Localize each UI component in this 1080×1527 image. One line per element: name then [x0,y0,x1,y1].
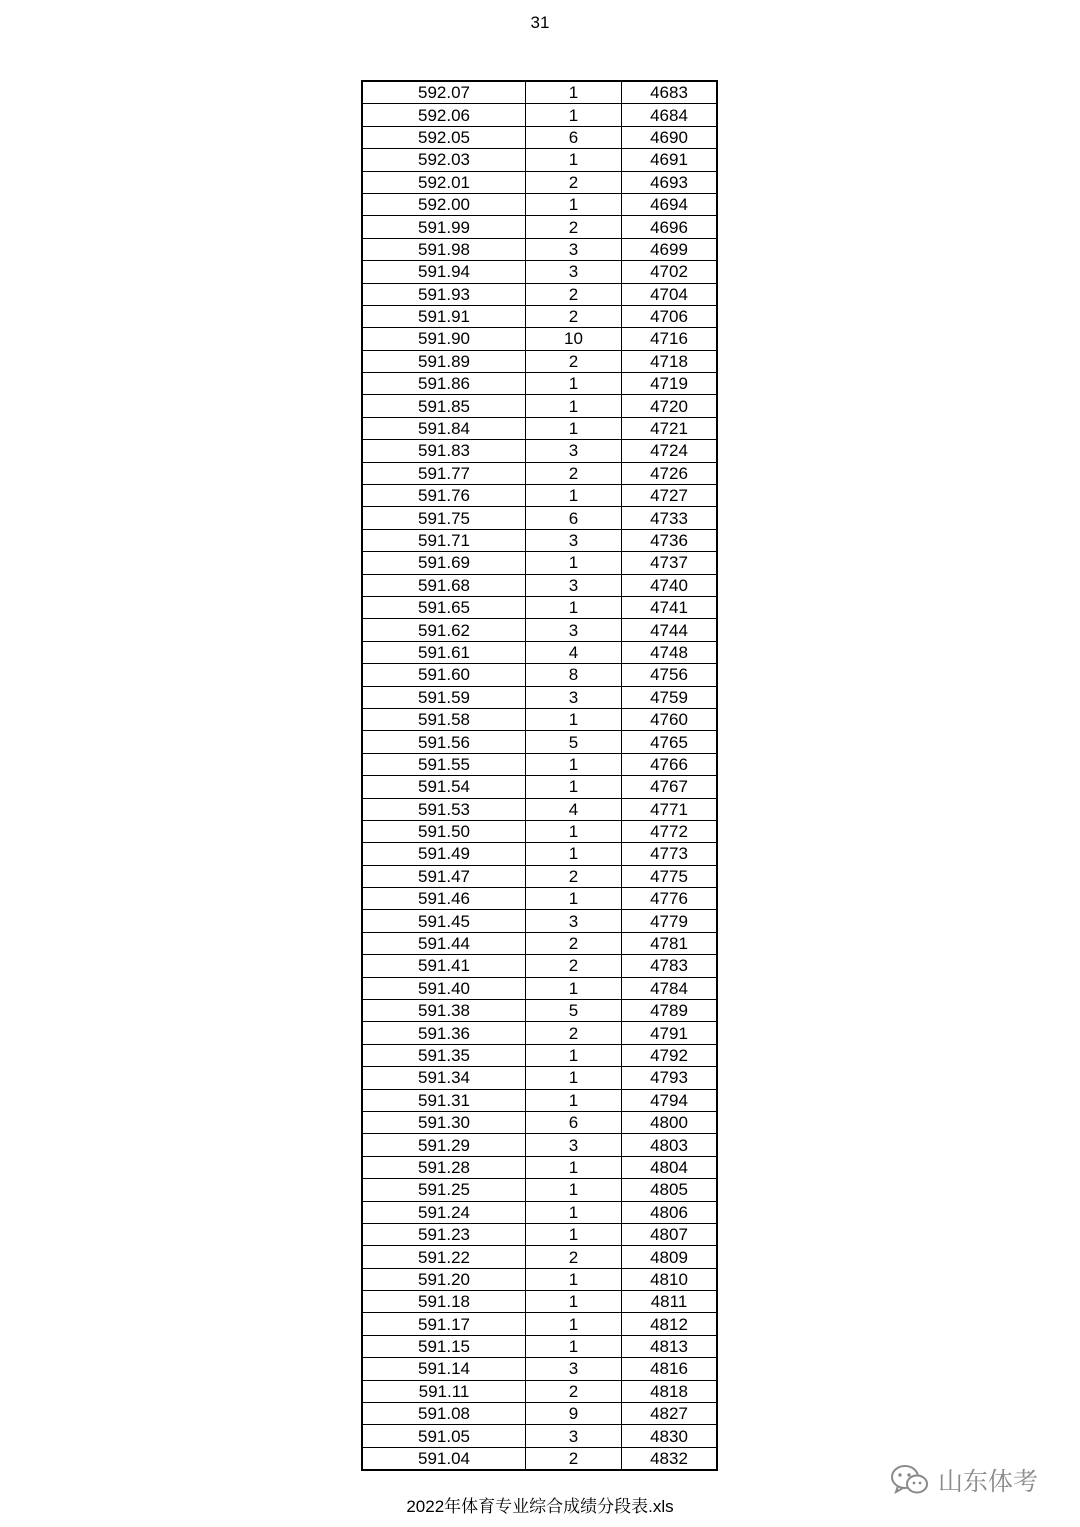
table-row [362,843,717,865]
table-row [362,305,717,327]
count-cell: 1 [526,417,622,439]
cumulative-cell: 4720 [622,395,718,417]
cumulative-cell: 4832 [622,1447,718,1470]
count-cell: 3 [526,238,622,260]
cumulative-cell: 4789 [622,1000,718,1022]
count-cell: 1 [526,753,622,775]
count-cell: 3 [526,529,622,551]
count-cell: 1 [526,776,622,798]
table-row [362,664,717,686]
score-cell: 591.24 [362,1201,526,1223]
score-cell: 591.04 [362,1447,526,1470]
score-cell: 591.44 [362,932,526,954]
cumulative-cell: 4724 [622,440,718,462]
table-row [362,171,717,193]
cumulative-cell: 4690 [622,126,718,148]
score-cell: 591.54 [362,776,526,798]
score-cell: 591.49 [362,843,526,865]
table-row [362,708,717,730]
cumulative-cell: 4775 [622,865,718,887]
table-row [362,1022,717,1044]
count-cell: 1 [526,1156,622,1178]
table-row [362,529,717,551]
table-row [362,1335,717,1357]
count-cell: 1 [526,1291,622,1313]
cumulative-cell: 4794 [622,1089,718,1111]
score-cell: 591.98 [362,238,526,260]
score-cell: 591.55 [362,753,526,775]
table-row [362,1425,717,1447]
cumulative-cell: 4737 [622,552,718,574]
count-cell: 6 [526,1111,622,1133]
cumulative-cell: 4804 [622,1156,718,1178]
table-row [362,1000,717,1022]
page-number: 31 [530,13,550,32]
score-cell: 591.36 [362,1022,526,1044]
table-row [362,1223,717,1245]
table-row [362,820,717,842]
count-cell: 3 [526,910,622,932]
score-cell: 591.71 [362,529,526,551]
cumulative-cell: 4800 [622,1111,718,1133]
count-cell: 1 [526,1268,622,1290]
count-cell: 3 [526,261,622,283]
count-cell: 1 [526,149,622,171]
cumulative-cell: 4726 [622,462,718,484]
score-cell: 591.93 [362,283,526,305]
table-row [362,149,717,171]
cumulative-cell: 4760 [622,708,718,730]
table-row [362,798,717,820]
score-cell: 591.50 [362,820,526,842]
cumulative-cell: 4772 [622,820,718,842]
score-cell: 591.25 [362,1179,526,1201]
cumulative-cell: 4741 [622,596,718,618]
count-cell: 1 [526,843,622,865]
score-cell: 591.17 [362,1313,526,1335]
count-cell: 1 [526,1067,622,1089]
score-cell: 591.61 [362,641,526,663]
score-cell: 591.38 [362,1000,526,1022]
score-cell: 591.15 [362,1335,526,1357]
score-cell: 592.01 [362,171,526,193]
table-row [362,776,717,798]
count-cell: 1 [526,104,622,126]
table-row [362,596,717,618]
table-row [362,552,717,574]
cumulative-cell: 4744 [622,619,718,641]
table-row [362,1447,717,1470]
score-cell: 591.22 [362,1246,526,1268]
cumulative-cell: 4733 [622,507,718,529]
table-row [362,731,717,753]
score-cell: 591.60 [362,664,526,686]
table-row [362,1044,717,1066]
cumulative-cell: 4805 [622,1179,718,1201]
cumulative-cell: 4691 [622,149,718,171]
watermark [890,1462,1038,1498]
cumulative-cell: 4706 [622,305,718,327]
score-cell: 591.89 [362,350,526,372]
score-cell: 591.40 [362,977,526,999]
cumulative-cell: 4696 [622,216,718,238]
table-row [362,1246,717,1268]
score-cell: 591.65 [362,596,526,618]
table-row [362,910,717,932]
score-cell: 591.75 [362,507,526,529]
cumulative-cell: 4718 [622,350,718,372]
score-table [361,80,718,1471]
table-row [362,1111,717,1133]
count-cell: 1 [526,1201,622,1223]
count-cell: 5 [526,731,622,753]
score-cell: 591.59 [362,686,526,708]
score-cell: 591.69 [362,552,526,574]
score-cell: 591.47 [362,865,526,887]
table-row [362,193,717,215]
score-cell: 591.77 [362,462,526,484]
score-cell: 591.83 [362,440,526,462]
count-cell: 3 [526,1358,622,1380]
count-cell: 1 [526,193,622,215]
cumulative-cell: 4809 [622,1246,718,1268]
table-row [362,619,717,641]
table-row [362,932,717,954]
count-cell: 1 [526,708,622,730]
score-cell: 592.03 [362,149,526,171]
cumulative-cell: 4781 [622,932,718,954]
table-row [362,888,717,910]
cumulative-cell: 4816 [622,1358,718,1380]
score-cell: 591.08 [362,1403,526,1425]
count-cell: 2 [526,305,622,327]
cumulative-cell: 4827 [622,1403,718,1425]
count-cell: 2 [526,462,622,484]
cumulative-cell: 4803 [622,1134,718,1156]
table-row [362,1358,717,1380]
score-cell: 591.45 [362,910,526,932]
table-row [362,1201,717,1223]
score-cell: 591.41 [362,955,526,977]
cumulative-cell: 4810 [622,1268,718,1290]
score-cell: 591.99 [362,216,526,238]
cumulative-cell: 4699 [622,238,718,260]
count-cell: 2 [526,955,622,977]
score-cell: 591.56 [362,731,526,753]
table-row [362,1313,717,1335]
cumulative-cell: 4727 [622,485,718,507]
count-cell: 2 [526,1380,622,1402]
count-cell: 4 [526,641,622,663]
count-cell: 3 [526,440,622,462]
score-cell: 591.84 [362,417,526,439]
cumulative-cell: 4765 [622,731,718,753]
score-cell: 591.20 [362,1268,526,1290]
count-cell: 2 [526,171,622,193]
count-cell: 1 [526,1044,622,1066]
table-row [362,1156,717,1178]
table-row [362,350,717,372]
cumulative-cell: 4704 [622,283,718,305]
cumulative-cell: 4683 [622,81,718,104]
cumulative-cell: 4721 [622,417,718,439]
count-cell: 2 [526,283,622,305]
table-row [362,1089,717,1111]
table-row [362,261,717,283]
cumulative-cell: 4811 [622,1291,718,1313]
score-cell: 592.06 [362,104,526,126]
table-row [362,395,717,417]
score-cell: 591.34 [362,1067,526,1089]
score-cell: 591.11 [362,1380,526,1402]
count-cell: 2 [526,1022,622,1044]
count-cell: 3 [526,686,622,708]
count-cell: 3 [526,1134,622,1156]
score-cell: 591.18 [362,1291,526,1313]
table-row [362,507,717,529]
cumulative-cell: 4694 [622,193,718,215]
cumulative-cell: 4693 [622,171,718,193]
cumulative-cell: 4783 [622,955,718,977]
table-row [362,373,717,395]
score-cell: 591.86 [362,373,526,395]
cumulative-cell: 4767 [622,776,718,798]
count-cell: 1 [526,888,622,910]
table-row [362,1134,717,1156]
score-cell: 591.46 [362,888,526,910]
table-row [362,1403,717,1425]
count-cell: 1 [526,977,622,999]
score-cell: 592.07 [362,81,526,104]
score-cell: 591.76 [362,485,526,507]
count-cell: 1 [526,1223,622,1245]
count-cell: 1 [526,552,622,574]
cumulative-cell: 4793 [622,1067,718,1089]
score-cell: 591.58 [362,708,526,730]
count-cell: 1 [526,1335,622,1357]
table-row [362,104,717,126]
table-row [362,574,717,596]
score-cell: 591.62 [362,619,526,641]
table-row [362,1380,717,1402]
table-row [362,1067,717,1089]
cumulative-cell: 4784 [622,977,718,999]
count-cell: 1 [526,1313,622,1335]
count-cell: 2 [526,216,622,238]
table-row [362,216,717,238]
cumulative-cell: 4684 [622,104,718,126]
table-row [362,1268,717,1290]
cumulative-cell: 4759 [622,686,718,708]
count-cell: 4 [526,798,622,820]
table-row [362,126,717,148]
cumulative-cell: 4756 [622,664,718,686]
table-row [362,283,717,305]
cumulative-cell: 4791 [622,1022,718,1044]
table-row [362,977,717,999]
score-cell: 591.90 [362,328,526,350]
count-cell: 6 [526,126,622,148]
count-cell: 8 [526,664,622,686]
score-cell: 591.23 [362,1223,526,1245]
count-cell: 3 [526,574,622,596]
count-cell: 1 [526,820,622,842]
count-cell: 2 [526,1246,622,1268]
score-cell: 591.29 [362,1134,526,1156]
cumulative-cell: 4807 [622,1223,718,1245]
table-row [362,417,717,439]
watermark-text: 山东体考 [938,1468,1039,1496]
table-row [362,753,717,775]
count-cell: 2 [526,1447,622,1470]
score-cell: 592.05 [362,126,526,148]
count-cell: 3 [526,1425,622,1447]
table-row [362,955,717,977]
cumulative-cell: 4748 [622,641,718,663]
table-row [362,641,717,663]
count-cell: 1 [526,1179,622,1201]
table-row [362,1291,717,1313]
score-cell: 592.00 [362,193,526,215]
count-cell: 10 [526,328,622,350]
cumulative-cell: 4792 [622,1044,718,1066]
table-row [362,328,717,350]
count-cell: 2 [526,932,622,954]
count-cell: 1 [526,1089,622,1111]
score-cell: 591.31 [362,1089,526,1111]
wechat-icon [890,1463,930,1497]
cumulative-cell: 4773 [622,843,718,865]
table-row [362,686,717,708]
file-name-footer: 2022年体育专业综合成绩分段表.xls [406,1497,674,1516]
count-cell: 1 [526,596,622,618]
count-cell: 3 [526,619,622,641]
cumulative-cell: 4779 [622,910,718,932]
table-row [362,462,717,484]
table-row [362,865,717,887]
count-cell: 5 [526,1000,622,1022]
table-row [362,440,717,462]
cumulative-cell: 4818 [622,1380,718,1402]
score-cell: 591.28 [362,1156,526,1178]
score-cell: 591.68 [362,574,526,596]
cumulative-cell: 4812 [622,1313,718,1335]
score-cell: 591.85 [362,395,526,417]
score-cell: 591.94 [362,261,526,283]
table-row [362,485,717,507]
count-cell: 1 [526,373,622,395]
score-cell: 591.91 [362,305,526,327]
table-row [362,238,717,260]
count-cell: 2 [526,865,622,887]
score-cell: 591.14 [362,1358,526,1380]
cumulative-cell: 4736 [622,529,718,551]
count-cell: 6 [526,507,622,529]
score-cell: 591.35 [362,1044,526,1066]
cumulative-cell: 4719 [622,373,718,395]
cumulative-cell: 4771 [622,798,718,820]
cumulative-cell: 4806 [622,1201,718,1223]
table-row [362,1179,717,1201]
count-cell: 1 [526,395,622,417]
score-cell: 591.30 [362,1111,526,1133]
cumulative-cell: 4776 [622,888,718,910]
cumulative-cell: 4766 [622,753,718,775]
count-cell: 9 [526,1403,622,1425]
cumulative-cell: 4740 [622,574,718,596]
count-cell: 1 [526,81,622,104]
cumulative-cell: 4702 [622,261,718,283]
count-cell: 1 [526,485,622,507]
count-cell: 2 [526,350,622,372]
table-row [362,81,717,104]
cumulative-cell: 4830 [622,1425,718,1447]
score-table-body [362,81,717,1470]
cumulative-cell: 4716 [622,328,718,350]
score-cell: 591.53 [362,798,526,820]
cumulative-cell: 4813 [622,1335,718,1357]
score-cell: 591.05 [362,1425,526,1447]
